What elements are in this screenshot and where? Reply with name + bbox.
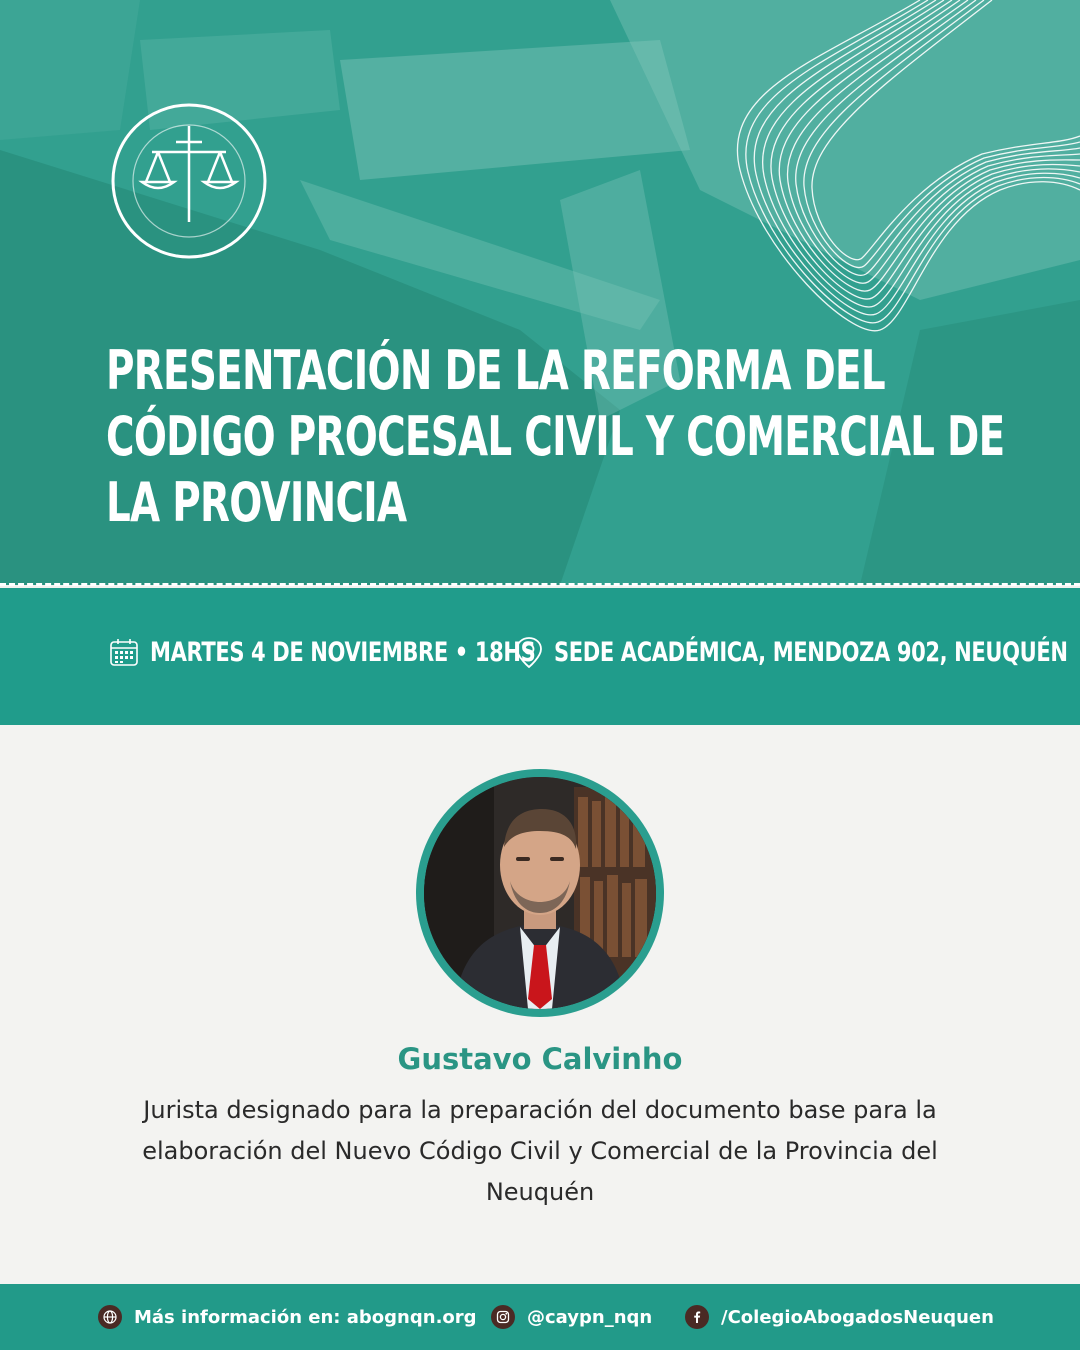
facebook-icon — [685, 1305, 709, 1329]
instagram-text: @caypn_nqn — [527, 1306, 653, 1328]
event-location — [514, 632, 1080, 672]
hero-banner — [0, 0, 1080, 585]
event-title: PRESENTACIÓN DE LA REFORMA DEL CÓDIGO PROCESAL CIVIL Y COMERCIAL DE LA PROVINCIA — [106, 339, 1005, 534]
event-location-text: SEDE ACADÉMICA, MENDOZA 902, NEUQUÉN — [554, 636, 1068, 668]
decorative-waves — [700, 0, 1080, 345]
instagram-link[interactable] — [491, 1304, 652, 1330]
speaker-bio: Jurista designado para la preparación del documento base para la elaboración del Nuevo Código Civil y Comercial de la Provincia del Neuquén — [142, 1096, 938, 1206]
globe-icon — [98, 1305, 122, 1329]
speaker-photo — [424, 777, 656, 1009]
instagram-icon — [491, 1305, 515, 1329]
event-date-text: MARTES 4 DE NOVIEMBRE • 18HS — [150, 636, 536, 668]
bar-association-logo — [110, 102, 268, 260]
website-link[interactable] — [98, 1304, 477, 1330]
facebook-link[interactable] — [685, 1304, 994, 1330]
dashed-divider — [0, 583, 1080, 586]
location-pin-icon — [514, 635, 544, 669]
facebook-text: /ColegioAbogadosNeuquen — [721, 1306, 994, 1328]
speaker-name: Gustavo Calvinho — [397, 1042, 683, 1076]
speaker-avatar — [416, 769, 664, 1017]
calendar-icon — [108, 636, 140, 668]
website-text: Más información en: abognqn.org — [134, 1306, 477, 1328]
